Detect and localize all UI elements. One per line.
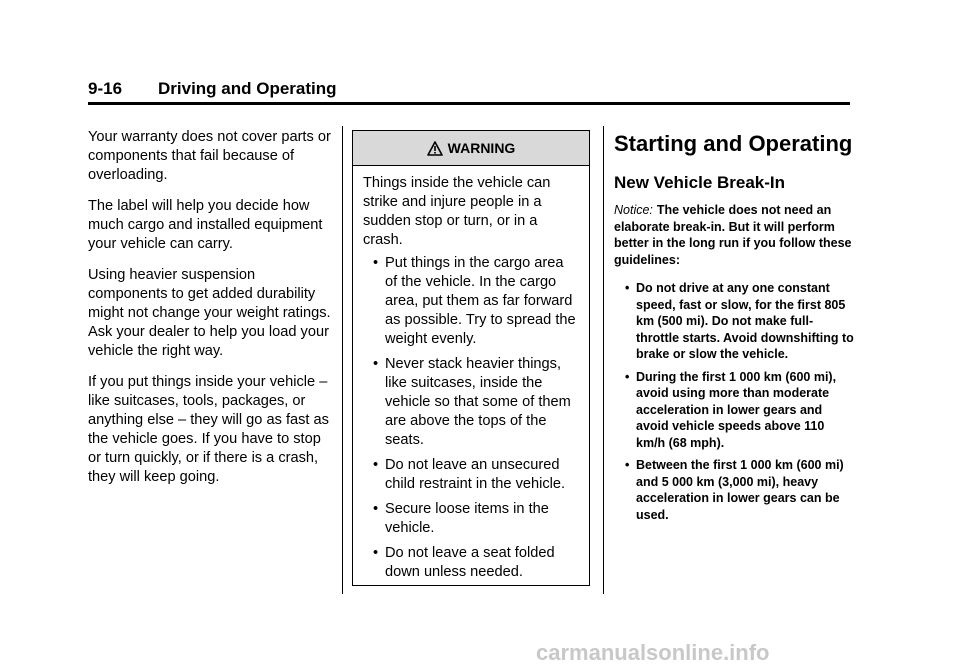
column-divider	[342, 126, 343, 594]
notice-label: Notice:	[614, 203, 653, 217]
left-column	[88, 128, 336, 499]
guideline-list	[614, 280, 854, 523]
page-header	[88, 78, 850, 105]
warning-triangle-icon	[427, 141, 443, 156]
subsection-heading: New Vehicle Break-In	[614, 173, 786, 192]
section-heading: Starting and Operating	[614, 131, 853, 156]
warning-title: WARNING	[447, 140, 516, 156]
warning-intro: Things inside the vehicle can strike and injure people in a sudden stop or turn, or in a crash.	[363, 175, 551, 248]
paragraph: The label will help you decide how much cargo and installed equipment your vehicle can carry.	[88, 198, 323, 252]
list-item: • Between the first 1 000 km (600 mi) and 5 000 km (3,000 mi), heavy acceleration in lower gears can be used.	[614, 457, 854, 523]
watermark: carmanualsonline.info	[536, 640, 770, 665]
list-item: • Never stack heavier things, like suitcases, inside the vehicle so that some of them are above the tops of the seats.	[363, 355, 579, 450]
list-item: • Do not leave an unsecured child restraint in the vehicle.	[363, 456, 579, 494]
list-item: • Secure loose items in the vehicle.	[363, 500, 579, 538]
list-item: • Do not drive at any one constant speed, fast or slow, for the first 805 km (500 mi). Do not make full-throttle starts. Avoid downshifting to brake or slow the vehicle.	[614, 280, 854, 363]
notice	[614, 202, 854, 268]
warning-body	[353, 166, 589, 582]
paragraph: Your warranty does not cover parts or components that fail because of overloading.	[88, 129, 331, 183]
paragraph: If you put things inside your vehicle – like suitcases, tools, packages, or anything else – they will go as fast as the vehicle goes. If you have to stop or turn quickly, or if there is a crash, they will keep going.	[88, 374, 329, 485]
column-divider	[603, 126, 604, 594]
section-title: Driving and Operating	[158, 79, 337, 98]
warning-list	[363, 254, 579, 582]
list-item: • Do not leave a seat folded down unless needed.	[363, 544, 579, 582]
right-column	[614, 126, 854, 529]
warning-box	[352, 130, 590, 586]
notice-text: The vehicle does not need an elaborate break-in. But it will perform better in the long run if you follow these guidelines:	[614, 203, 852, 267]
page-number: 9-16	[88, 79, 123, 98]
list-item: • Put things in the cargo area of the vehicle. In the cargo area, put them as far forward as possible. Try to spread the weight evenly.	[363, 254, 579, 349]
warning-header	[353, 131, 589, 166]
list-item: • During the first 1 000 km (600 mi), avoid using more than moderate acceleration in lower gears and avoid vehicle speeds above 110 km/h (68 mph).	[614, 369, 854, 452]
paragraph: Using heavier suspension components to get added durability might not change your weight ratings. Ask your dealer to help you load your vehicle the right way.	[88, 267, 331, 359]
